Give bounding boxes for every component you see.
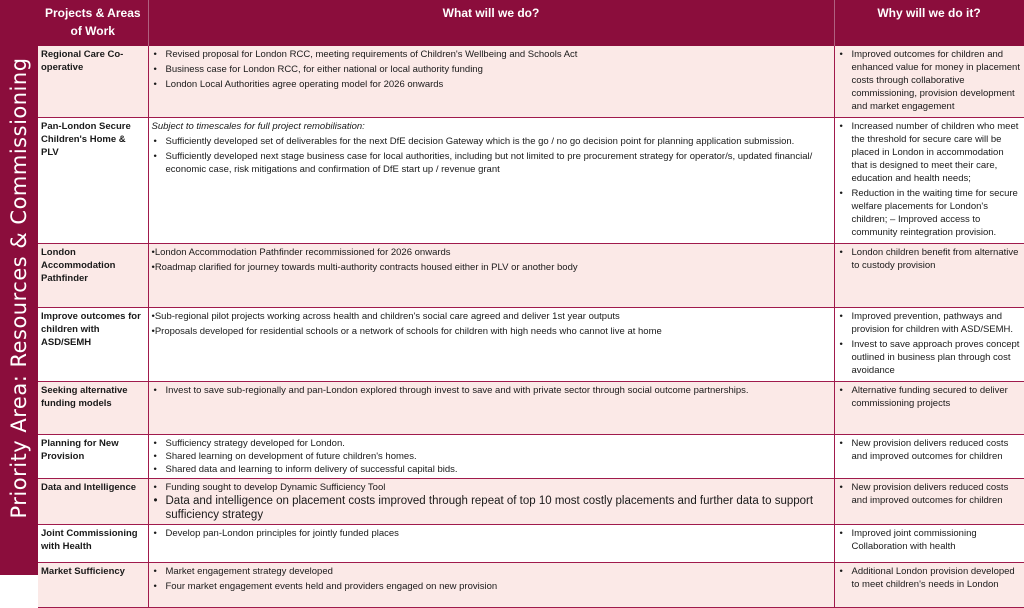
- row-why: [834, 563, 1024, 608]
- why-item: • London children benefit from alternative to custody provision: [852, 246, 1021, 272]
- what-item: • Sufficiency strategy developed for London.: [166, 437, 831, 450]
- row-what: [148, 382, 834, 435]
- row-area: Joint Commissioning with Health: [38, 525, 148, 563]
- table-row: [38, 382, 1024, 435]
- why-item: • Improved joint commissioning Collaboration with health: [852, 527, 1021, 553]
- priority-sidebar: [0, 0, 38, 575]
- table-row: [38, 308, 1024, 382]
- what-item: • Sufficiently developed set of deliverables for the next DfE decision Gateway which is the go / no go decision point for planning application submission.: [166, 135, 831, 148]
- what-item: •Proposals developed for residential schools or a network of schools for children with high needs who cannot live at home: [151, 326, 662, 337]
- what-item: •Roadmap clarified for journey towards multi-authority contracts housed either in PLV or another body: [151, 262, 578, 273]
- what-item: • London Local Authorities agree operating model for 2026 onwards: [166, 78, 831, 91]
- what-item: •Sub-regional pilot projects working across health and children's social care agreed and deliver 1st year outputs: [151, 311, 620, 322]
- row-what: [148, 244, 834, 308]
- table-row: [38, 46, 1024, 118]
- row-why: [834, 118, 1024, 244]
- row-why: [834, 525, 1024, 563]
- table-row: [38, 479, 1024, 525]
- row-area: Planning for New Provision: [38, 435, 148, 479]
- row-area: Market Sufficiency: [38, 563, 148, 608]
- what-item: • Business case for London RCC, for either national or local authority funding: [166, 63, 831, 76]
- row-area: Pan-London Secure Children's Home & PLV: [38, 118, 148, 244]
- row-why: [834, 46, 1024, 118]
- header-what: What will we do?: [148, 0, 834, 46]
- why-item: • Invest to save approach proves concept outlined in business plan through cost avoidance: [852, 338, 1021, 377]
- row-area: Data and Intelligence: [38, 479, 148, 525]
- row-what: [148, 479, 834, 525]
- table-row: [38, 563, 1024, 608]
- row-what: [148, 46, 834, 118]
- table-row: [38, 525, 1024, 563]
- row-what: [148, 308, 834, 382]
- row-area: Seeking alternative funding models: [38, 382, 148, 435]
- row-what: [148, 435, 834, 479]
- why-item: • New provision delivers reduced costs and improved outcomes for children: [852, 437, 1021, 463]
- what-item: • Sufficiently developed next stage business case for local authorities, including but not limited to pre procurement strategy for operator/s, updated financial/ economic case, risk mitigations and confirmation of DfE start up / revenue grant: [166, 150, 831, 176]
- what-item: • Invest to save sub-regionally and pan-London explored through invest to save and with private sector through social outcome partnerships.: [166, 384, 831, 397]
- why-item: • Increased number of children who meet the threshold for secure care will be placed in London in accommodation that is designed to meet their care, education and health needs;: [852, 120, 1021, 185]
- row-why: [834, 382, 1024, 435]
- why-item: • Improved prevention, pathways and provision for children with ASD/SEMH.: [852, 310, 1021, 336]
- workplan-table-container: [38, 0, 1024, 592]
- what-item: • Shared data and learning to inform delivery of successful capital bids.: [166, 463, 831, 476]
- row-what: [148, 563, 834, 608]
- what-item: • Funding sought to develop Dynamic Sufficiency Tool: [166, 481, 831, 494]
- what-intro: Subject to timescales for full project remobilisation:: [151, 121, 365, 132]
- row-area: Regional Care Co-operative: [38, 46, 148, 118]
- what-item-highlight: • Data and intelligence on placement costs improved through repeat of top 10 most costly placements and further data to support sufficiency strategy: [166, 494, 831, 522]
- table-row: [38, 244, 1024, 308]
- row-why: [834, 308, 1024, 382]
- what-item: •London Accommodation Pathfinder recommissioned for 2026 onwards: [151, 247, 451, 258]
- what-item: • Develop pan-London principles for jointly funded places: [166, 527, 831, 540]
- why-item: • Alternative funding secured to deliver commissioning projects: [852, 384, 1021, 410]
- table-row: [38, 118, 1024, 244]
- table-row: [38, 435, 1024, 479]
- row-why: [834, 479, 1024, 525]
- what-item: • Shared learning on development of future children's homes.: [166, 450, 831, 463]
- header-why: Why will we do it?: [834, 0, 1024, 46]
- row-why: [834, 244, 1024, 308]
- priority-area-title: Priority Area: Resources & Commissioning: [7, 57, 31, 519]
- why-item: • New provision delivers reduced costs and improved outcomes for children: [852, 481, 1021, 507]
- row-what: [148, 525, 834, 563]
- row-area: London Accommodation Pathfinder: [38, 244, 148, 308]
- why-item: • Reduction in the waiting time for secure welfare placements for London's children; – Improved access to community reintegration provision.: [852, 187, 1021, 239]
- workplan-table: [38, 0, 1024, 608]
- what-item: • Four market engagement events held and providers engaged on new provision: [166, 580, 831, 593]
- why-item: • Additional London provision developed to meet children's needs in London: [852, 565, 1021, 591]
- row-what: [148, 118, 834, 244]
- what-item: • Market engagement strategy developed: [166, 565, 831, 578]
- header-areas: Projects & Areas of Work: [38, 0, 148, 46]
- row-area: Improve outcomes for children with ASD/SEMH: [38, 308, 148, 382]
- what-item: • Revised proposal for London RCC, meeting requirements of Children's Wellbeing and Schools Act: [166, 48, 831, 61]
- row-why: [834, 435, 1024, 479]
- why-item: • Improved outcomes for children and enhanced value for money in placement costs through collaborative commissioning, provision development and market engagement: [852, 48, 1021, 113]
